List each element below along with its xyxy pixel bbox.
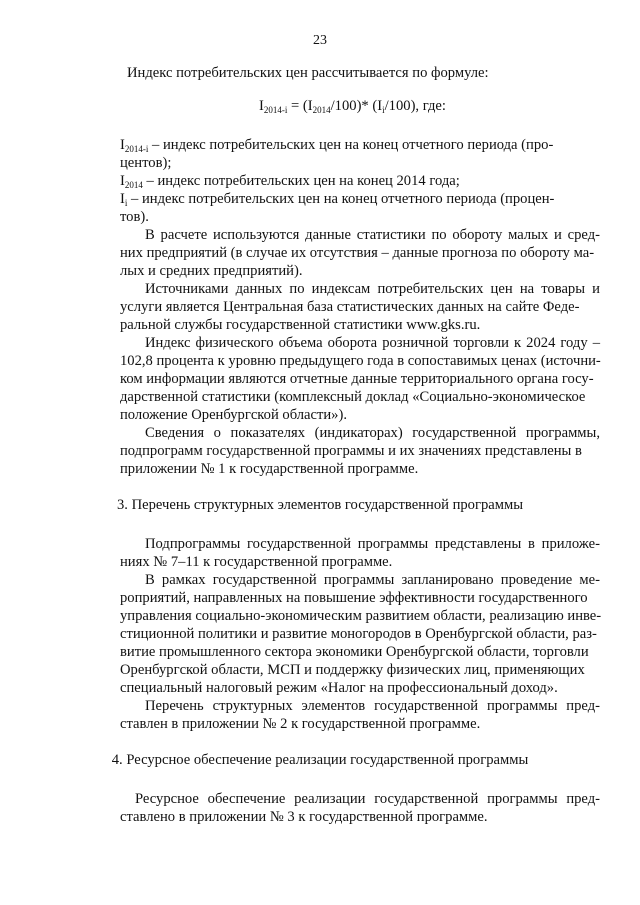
paragraph-line: лых и средних предприятий). [120, 263, 303, 279]
paragraph-line: В рамках государственной программы запланировано проведение ме- [145, 572, 600, 588]
paragraph-line: Сведения о показателях (индикаторах) государственной программы, [145, 425, 600, 441]
paragraph-line: Индекс физического объема оборота розничной торговли к 2024 году – [145, 335, 600, 351]
formula-intro: Индекс потребительских цен рассчитывается по формуле: [127, 65, 489, 81]
paragraph-line: услуги является Центральная база статистических данных на сайте Феде- [120, 299, 580, 315]
paragraph-line: ральной службы государственной статистики www.gks.ru. [120, 317, 481, 333]
paragraph-line: витие промышленного сектора экономики Оренбургской области, торговли [120, 644, 589, 660]
paragraph-line: ставлено в приложении № 3 к государственной программе. [120, 809, 488, 825]
section-heading: 4. Ресурсное обеспечение реализации государственной программы [111, 752, 529, 768]
paragraph-line: роприятий, направленных на повышение эффективности государственного [120, 590, 588, 606]
paragraph-line: В расчете используются данные статистики по обороту малых и сред- [145, 227, 600, 243]
paragraph-line: специальный налоговый режим «Налог на профессиональный доход». [120, 680, 558, 696]
definition-line: $I_{2014-i}$ – индекс потребительских цен на конец отчетного периода (про- [120, 137, 554, 154]
paragraph-line: 102,8 процента к уровню предыдущего года в сопоставимых ценах (источни- [120, 353, 601, 369]
paragraph-line: Подпрограммы государственной программы представлены в приложе- [145, 536, 600, 552]
definition-line: $I_{2014}$ – индекс потребительских цен на конец 2014 года; [120, 173, 460, 190]
paragraph-line: ставлен в приложении № 2 к государственной программе. [120, 716, 481, 732]
paragraph-line: подпрограмм государственной программы и их значениях представлены в [120, 443, 582, 459]
paragraph-line: ниях № 7–11 к государственной программе. [120, 554, 393, 570]
paragraph-line: управления социально-экономическим развитием области, реализацию инве- [120, 608, 602, 624]
paragraph-line: Ресурсное обеспечение реализации государственной программы пред- [135, 791, 600, 807]
paragraph-line: положение Оренбургской области»). [120, 407, 347, 423]
definition-line: тов). [120, 209, 149, 225]
paragraph-line: ком информации являются отчетные данные территориального органа госу- [120, 371, 594, 387]
paragraph-line: приложении № 1 к государственной программе. [120, 461, 419, 477]
paragraph-line: стиционной политики и развитие моногородов в Оренбургской области, раз- [120, 626, 597, 642]
page-number: 23 [313, 33, 327, 48]
definition-line: центов); [120, 155, 172, 171]
paragraph-line: них предприятий (в случае их отсутствия – данные прогноза по обороту ма- [120, 245, 595, 261]
cpi-formula: $I_{2014-i} = (I_{2014}/100)*$ $(I_i/100)$, где: [259, 98, 446, 115]
paragraph-line: Оренбургской области, МСП и поддержку физических лиц, применяющих [120, 662, 585, 678]
paragraph-line: дарственной статистики (комплексный доклад «Социально-экономическое [120, 389, 586, 405]
definition-line: $I_i$ – индекс потребительских цен на конец отчетного периода (процен- [120, 191, 555, 208]
paragraph-line: Источниками данных по индексам потребительских цен на товары и [145, 281, 600, 297]
section-heading: 3. Перечень структурных элементов государственной программы [116, 497, 524, 513]
paragraph-line: Перечень структурных элементов государственной программы пред- [145, 698, 600, 714]
